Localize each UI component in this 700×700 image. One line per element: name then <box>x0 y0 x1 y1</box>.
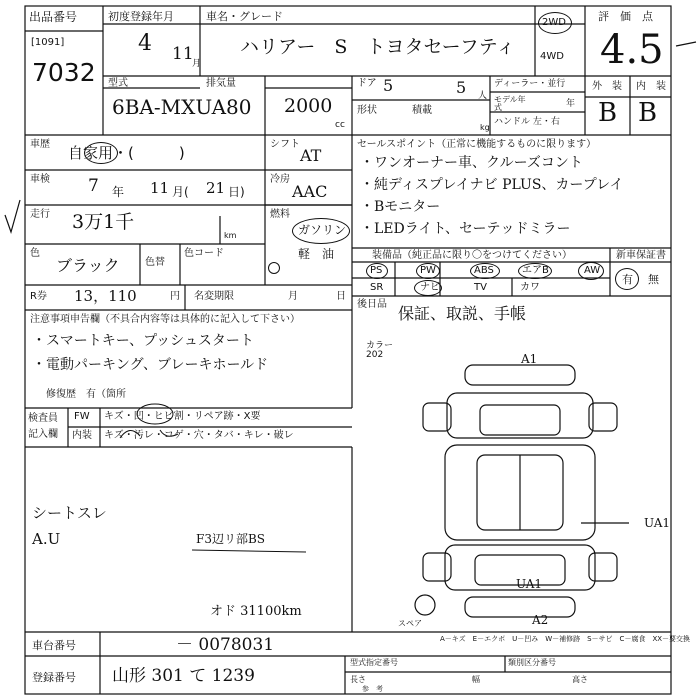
interior-grade: B <box>638 98 658 128</box>
length-label: 長さ <box>350 675 366 684</box>
notes-title: 注意事項申告欄（不具合内容等は具体的に記入して下さい） <box>30 314 300 325</box>
equip-circle <box>416 263 440 279</box>
car-name-label: 車名・グレード <box>206 10 283 23</box>
doors-label: ドア <box>357 78 377 89</box>
equip-circle <box>578 262 604 280</box>
shift-value: AT <box>300 146 322 165</box>
doors-value: 5 <box>383 76 394 95</box>
equip-navi: ナビ <box>420 282 440 293</box>
equip-abs: ABS <box>474 265 494 276</box>
mid-note-line <box>190 530 310 560</box>
sales-list <box>360 156 623 244</box>
inspection-month-unit: 月( <box>172 185 189 199</box>
ac-value: AAC <box>292 182 328 201</box>
reg-label: 登録番号 <box>32 671 76 684</box>
yen-unit: 円 <box>170 291 180 302</box>
equip-circle <box>414 280 442 296</box>
hand-note: A.U <box>32 530 61 548</box>
history-label: 車歴 <box>30 139 50 150</box>
reg-value: 山形 301 て 1239 <box>112 666 255 686</box>
warranty-circle <box>615 268 639 290</box>
first-reg-year: 4 <box>138 31 152 56</box>
first-reg-month: 11 <box>172 44 194 64</box>
spare-label: スペア <box>398 619 422 628</box>
equip-aw: AW <box>584 265 601 276</box>
sales-item: ・ワンオーナー車、クルーズコント <box>360 155 583 171</box>
type-label: 型式 <box>108 78 128 89</box>
shape-label: 形状 <box>357 105 377 116</box>
inspection-month: 11 <box>150 179 170 197</box>
color-no-label: 色コード <box>184 248 224 259</box>
equip-ps: PS <box>370 265 383 276</box>
kg-unit: kg <box>480 123 490 132</box>
drive-2wd: 2WD <box>542 17 566 28</box>
inspector-scribbles <box>100 398 210 448</box>
drive-2wd-circle <box>538 12 572 34</box>
type-value: 6BA-MXUA80 <box>112 95 252 119</box>
equip-sr: SR <box>370 282 384 293</box>
dealer-label: ディーラー・並行 <box>494 79 566 89</box>
mileage-label: 走行 <box>30 209 50 220</box>
lot-number: 7032 <box>32 58 96 87</box>
row-fw: FW <box>74 411 90 422</box>
cc-unit: cc <box>335 120 345 130</box>
ref-label: 参 考 <box>362 685 383 693</box>
note-line: ・電動パーキング、ブレーキホールド <box>32 357 269 373</box>
mileage-value: 3万1千 <box>72 211 135 233</box>
equip-circle <box>470 263 500 279</box>
exterior-label: 外 装 <box>592 81 622 92</box>
sales-title: セールスポイント（正常に機能するものに限ります） <box>357 139 597 150</box>
displacement-value: 2000 <box>284 95 333 117</box>
diagram-label-inner: UA1 <box>516 577 543 591</box>
color-note: カラー 202 <box>366 341 394 360</box>
inspection-year: 7 <box>88 176 99 196</box>
ac-label: 冷房 <box>270 174 290 185</box>
fuel-dot <box>268 262 280 274</box>
tax-day: 日 <box>336 291 346 302</box>
grade-value: 4.5 <box>600 27 664 73</box>
warranty-yes: 有 <box>622 273 633 286</box>
equip-tv: TV <box>474 282 487 293</box>
person-unit: 人 <box>478 91 488 101</box>
diagram-label-bottom: A2 <box>532 613 549 627</box>
chassis-value: － 0078031 <box>176 635 275 655</box>
height-label: 高さ <box>572 675 588 684</box>
mid-note: F3辺リ部BS <box>196 532 266 546</box>
sales-item: ・Bモニター <box>360 199 441 215</box>
hand-note: シートスレ <box>32 504 107 522</box>
km-unit: km <box>224 231 237 240</box>
category-label: 類別区分番号 <box>508 658 556 667</box>
width-label: 幅 <box>472 675 480 684</box>
lot-label: 出品番号 <box>29 10 78 24</box>
repaint-label: 色替 <box>145 257 165 268</box>
fuel-circle <box>292 218 350 244</box>
tax-label: 名変期限 <box>194 291 234 302</box>
equip-pw: PW <box>420 265 436 276</box>
chassis-label: 車台番号 <box>32 639 76 652</box>
odo-note: オド 31100km <box>210 604 302 619</box>
history-value: 自家用・( ) <box>68 144 185 162</box>
repair-label: 修復歴 有（箇所 <box>46 389 126 400</box>
fuel-gasoline: ガソリン <box>298 223 347 237</box>
after-value: 保証、取説、手帳 <box>398 304 527 323</box>
equip-leather: カワ <box>520 282 540 293</box>
fuel-diesel: 軽 油 <box>298 247 335 261</box>
interior-label: 内 装 <box>636 81 666 92</box>
row-interior: 内装 <box>72 430 92 441</box>
inspection-day: 21 <box>206 179 226 197</box>
exterior-grade: B <box>598 98 618 128</box>
month-unit: 月 <box>192 59 202 69</box>
tax-month: 月 <box>288 291 298 302</box>
sales-item: ・LEDライト、セーテッドミラー <box>360 221 571 237</box>
recycle-label: R券 <box>30 291 47 302</box>
equipment-title: 装備品（純正品に限り〇をつけてください） <box>372 250 572 261</box>
model-spec-label: 型式指定番号 <box>350 658 398 667</box>
diagram-legend: A－キズ E－エクボ U－凹み W－補修跡 S－サビ C－腐食 XX－要交換 <box>440 635 691 643</box>
inspection-day-unit: 日) <box>228 185 245 199</box>
lot-small: [1091] <box>31 37 65 48</box>
history-circle <box>84 142 118 164</box>
row-interior-items: キズ・汚レ・コゲ・穴・タバ・キレ・破レ <box>104 430 294 441</box>
diagram-label-right: UA1 <box>644 516 671 530</box>
displacement-label: 排気量 <box>206 78 236 89</box>
handle-label: ハンドル 左・右 <box>494 117 560 127</box>
capacity-value: 5 <box>456 78 467 97</box>
inspection-year-unit: 年 <box>112 185 125 199</box>
after-label: 後日品 <box>357 299 387 310</box>
car-name: ハリアー S トヨタセーフティ <box>240 36 516 58</box>
note-line: ・スマートキー、プッシュスタート <box>32 333 254 349</box>
color-value: ブラック <box>56 256 120 275</box>
inspection-label: 車検 <box>30 174 50 185</box>
recycle-value: 13，110 <box>74 287 137 305</box>
row-fw-items: キズ・凹・ヒビ割・リペア跡・X要 <box>104 411 261 422</box>
drive-4wd: 4WD <box>540 51 564 62</box>
equip-circle <box>518 263 552 279</box>
equip-airbag: エアB <box>522 265 549 276</box>
first-reg-label: 初度登録年月 <box>108 10 174 23</box>
warranty-no: 無 <box>648 273 659 286</box>
model-year-label: モデル年式 <box>494 95 526 112</box>
fuel-label: 燃料 <box>270 209 290 220</box>
load-label: 積載 <box>412 105 432 116</box>
grade-label: 評 価 点 <box>598 10 653 23</box>
warranty-title: 新車保証書 <box>616 250 666 261</box>
diagram-label-top: A1 <box>521 352 538 366</box>
sales-item: ・純ディスプレイナビ PLUS、カープレイ <box>360 177 624 193</box>
year-unit: 年 <box>566 99 576 109</box>
inspector-label: 検査員 記入欄 <box>28 413 58 440</box>
equip-circle <box>366 263 388 279</box>
shift-label: シフト <box>270 139 300 150</box>
color-label: 色 <box>30 248 40 259</box>
